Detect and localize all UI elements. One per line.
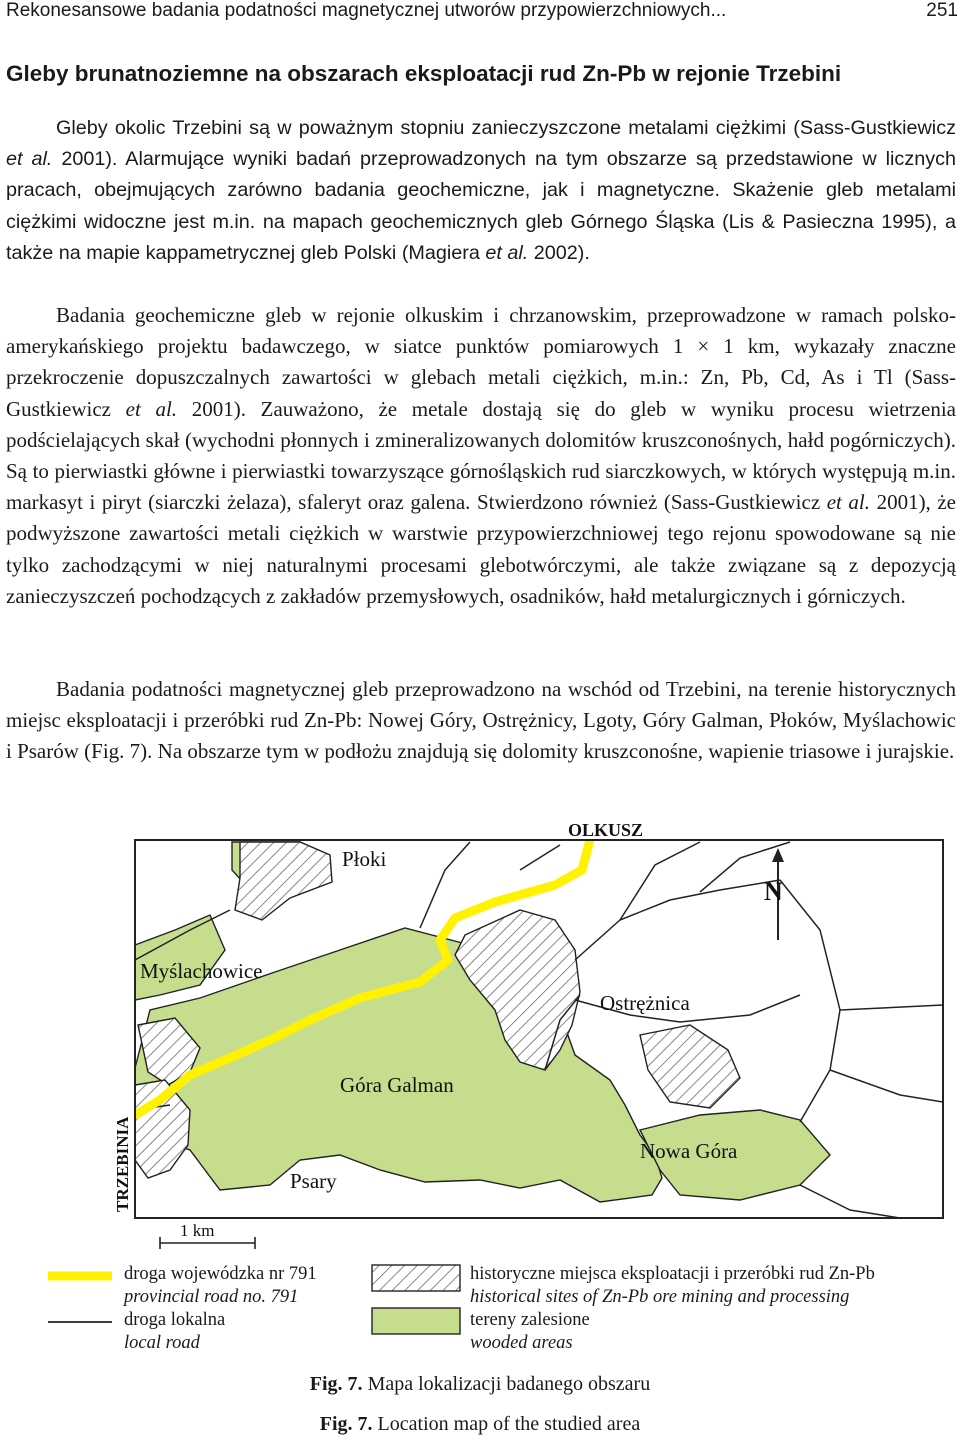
caption-label: Fig. 7. bbox=[309, 1373, 363, 1395]
paragraph-1-text-b: 2001). Alarmujące wyniki badań przeprowadzonych na tym obszarze są przedstawione w licznych pracach, obejmujących zarówno badania geochemiczne, jak i magnetyczne. Skażenie gleb metalami ciężkimi widoczne jest m.in. na mapach geochemicznych gleb Górnego Śląska (Lis & Pasieczna 1995), a także na mapie kappametrycznej gleb Polski (Magiera bbox=[6, 148, 956, 264]
paragraph-1-text-c: 2002). bbox=[528, 241, 590, 264]
caption-label: Fig. 7. bbox=[319, 1413, 373, 1435]
section-heading: Gleby brunatnoziemne na obszarach eksploatacji rud Zn-Pb w rejonie Trzebini bbox=[6, 61, 842, 86]
figure-caption-en bbox=[0, 1413, 960, 1436]
legend-hist-pl: historyczne miejsca eksploatacji i przeróbki rud Zn-Pb bbox=[470, 1264, 875, 1284]
label-psary: Psary bbox=[290, 1169, 337, 1193]
label-north: N bbox=[764, 877, 783, 906]
paragraph-2-text-b: 2001). Zauważono, że metale dostają się do gleb w wyniku procesu wietrzenia podścielających skał (wychodni płonnych i zmineralizowanych dolomitów kruszconośnych, hałd pogórniczych). Są to pierwiastki główne i pierwiastki towarzyszące górnośląskich rud siarczkowych, w których występują m.in. markasyt i piryt (siarczki żelaza), sfaleryt oraz galena. Stwierdzono również (Sass-Gustkiewicz bbox=[6, 396, 956, 515]
wooded-area-west bbox=[135, 915, 225, 1000]
label-ploki: Płoki bbox=[342, 847, 387, 871]
running-header bbox=[6, 0, 958, 24]
map-legend bbox=[0, 1262, 960, 1362]
legend-hist-en: historical sites of Zn-Pb ore mining and processing bbox=[470, 1287, 850, 1307]
legend-wood-en: wooded areas bbox=[470, 1333, 573, 1353]
paragraph-2 bbox=[6, 300, 956, 612]
et-al-italic: et al. bbox=[485, 241, 529, 264]
paragraph-3: Badania podatności magnetycznej gleb przeprowadzono na wschód od Trzebini, na terenie historycznych miejsc eksploatacji i przeróbki rud Zn-Pb: Nowej Góry, Ostrężnicy, Lgoty, Góry Galman, Płoków, Myślachowic i Psarów (Fig. 7). Na obszarze tym w podłożu znajdują się dolomity kruszconośne, wapienie triasowe i jurajskie. bbox=[6, 677, 956, 764]
label-scale: 1 km bbox=[180, 1221, 215, 1240]
legend-road791-pl: droga wojewódzka nr 791 bbox=[124, 1264, 317, 1284]
figure-caption-pl bbox=[0, 1373, 960, 1396]
label-trzebinia: TRZEBINIA bbox=[113, 1116, 132, 1212]
legend-wood-pl: tereny zalesione bbox=[470, 1310, 590, 1330]
mining-site-ploki bbox=[235, 842, 332, 920]
legend-local-en: local road bbox=[124, 1333, 200, 1353]
caption-text: Mapa lokalizacji badanego obszaru bbox=[362, 1373, 651, 1395]
running-title: Rekonesansowe badania podatności magnetycznej utworów przypowierzchniowych... bbox=[6, 0, 727, 21]
et-al-italic: et al. bbox=[826, 490, 871, 515]
et-al-italic: et al. bbox=[125, 396, 178, 421]
label-myslachowice: Myślachowice bbox=[140, 959, 263, 983]
label-gora-galman: Góra Galman bbox=[340, 1073, 454, 1097]
paragraph-1 bbox=[6, 113, 956, 269]
et-al-italic: et al. bbox=[6, 148, 53, 171]
legend-wooded-area-swatch bbox=[372, 1308, 460, 1334]
location-map-figure bbox=[0, 810, 960, 1270]
paragraph-2-text-c: 2001), że podwyższone zawartości metali ciężkich w warstwie przypowierzchniowej tego rejonu spowodowane są nie tylko zachodzącymi w niej naturalnymi procesami glebotwórczymi, ale także związane są z depozycją zanieczyszczeń pochodzących z zakładów przemysłowych, osadników, hałd metalurgicznych i górniczych. bbox=[6, 490, 956, 608]
label-nowa-gora: Nowa Góra bbox=[640, 1139, 738, 1163]
paragraph-2-text-a: Badania geochemiczne gleb w rejonie olkuskim i chrzanowskim, przeprowadzone w ramach polsko-amerykańskiego projektu badawczego, w siatce punktów pomiarowych 1 × 1 km, wykazały znaczne przekroczenie dopuszczalnych zawartości w glebach metali ciężkich, m.in.: Zn, Pb, Cd, As i Tl (Sass-Gustkiewicz bbox=[6, 303, 956, 421]
label-olkusz: OLKUSZ bbox=[568, 820, 644, 840]
location-map bbox=[0, 810, 960, 1270]
paragraph-1-text-a: Gleby okolic Trzebini są w poważnym stopniu zanieczyszczone metalami ciężkimi (Sass-Gustkiewicz bbox=[56, 117, 956, 139]
caption-text: Location map of the studied area bbox=[372, 1413, 641, 1435]
legend-local-pl: droga lokalna bbox=[124, 1310, 226, 1330]
page-number: 251 bbox=[926, 0, 958, 21]
legend-mining-site-swatch bbox=[372, 1265, 460, 1291]
mining-site-ostreznica bbox=[640, 1025, 740, 1108]
legend-road791-en: provincial road no. 791 bbox=[124, 1287, 299, 1307]
label-ostreznica: Ostrężnica bbox=[600, 991, 690, 1015]
